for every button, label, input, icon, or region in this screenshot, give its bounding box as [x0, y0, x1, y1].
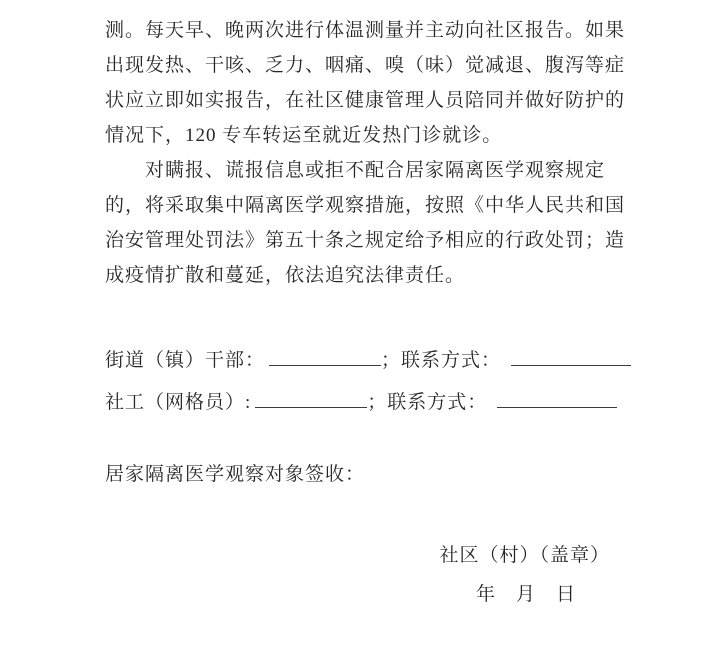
paragraph2-line: 成疫情扩散和蔓延，依法追究法律责任。: [105, 265, 466, 286]
signature-row-social-worker: [105, 385, 665, 420]
separator-semicolon: ；: [381, 350, 402, 371]
paragraph1-line: 出现发热、干咳、乏力、咽痛、嗅（味）觉减退、腹泻等症: [105, 55, 626, 76]
social-worker-name-blank: [255, 389, 367, 408]
street-cadre-label: 街道（镇）干部：: [105, 350, 266, 371]
signature-row-street-cadre: [105, 343, 665, 378]
street-cadre-contact-blank: [511, 347, 631, 366]
street-cadre-name-blank: [269, 347, 381, 366]
paragraph2-line: 治安管理处罚法》第五十条之规定给予相应的行政处罚；造: [105, 230, 626, 251]
contact-label: 联系方式：: [387, 392, 488, 413]
document-body: [105, 13, 630, 293]
social-worker-contact-blank: [497, 389, 617, 408]
separator-semicolon: ；: [367, 392, 388, 413]
contact-label: 联系方式：: [401, 350, 502, 371]
paragraph1-line: 情况下，120 专车转运至就近发热门诊就诊。: [105, 125, 503, 146]
social-worker-label: 社工（网格员）:: [105, 392, 252, 413]
date-line: 年 月 日: [475, 584, 576, 605]
paragraph2-line: 的，将采取集中隔离医学观察措施，按照《中华人民共和国: [105, 195, 626, 216]
community-seal-line: 社区（村）（盖章）: [439, 545, 610, 566]
paragraph1-line: 测。每天早、晚两次进行体温测量并主动向社区报告。如果: [105, 20, 626, 41]
paragraph1-line: 状应立即如实报告，在社区健康管理人员陪同并做好防护的: [105, 90, 626, 111]
acknowledgement-line: 居家隔离医学观察对象签收：: [105, 464, 366, 485]
paragraph2-line: 对瞒报、谎报信息或拒不配合居家隔离医学观察规定: [145, 160, 606, 181]
